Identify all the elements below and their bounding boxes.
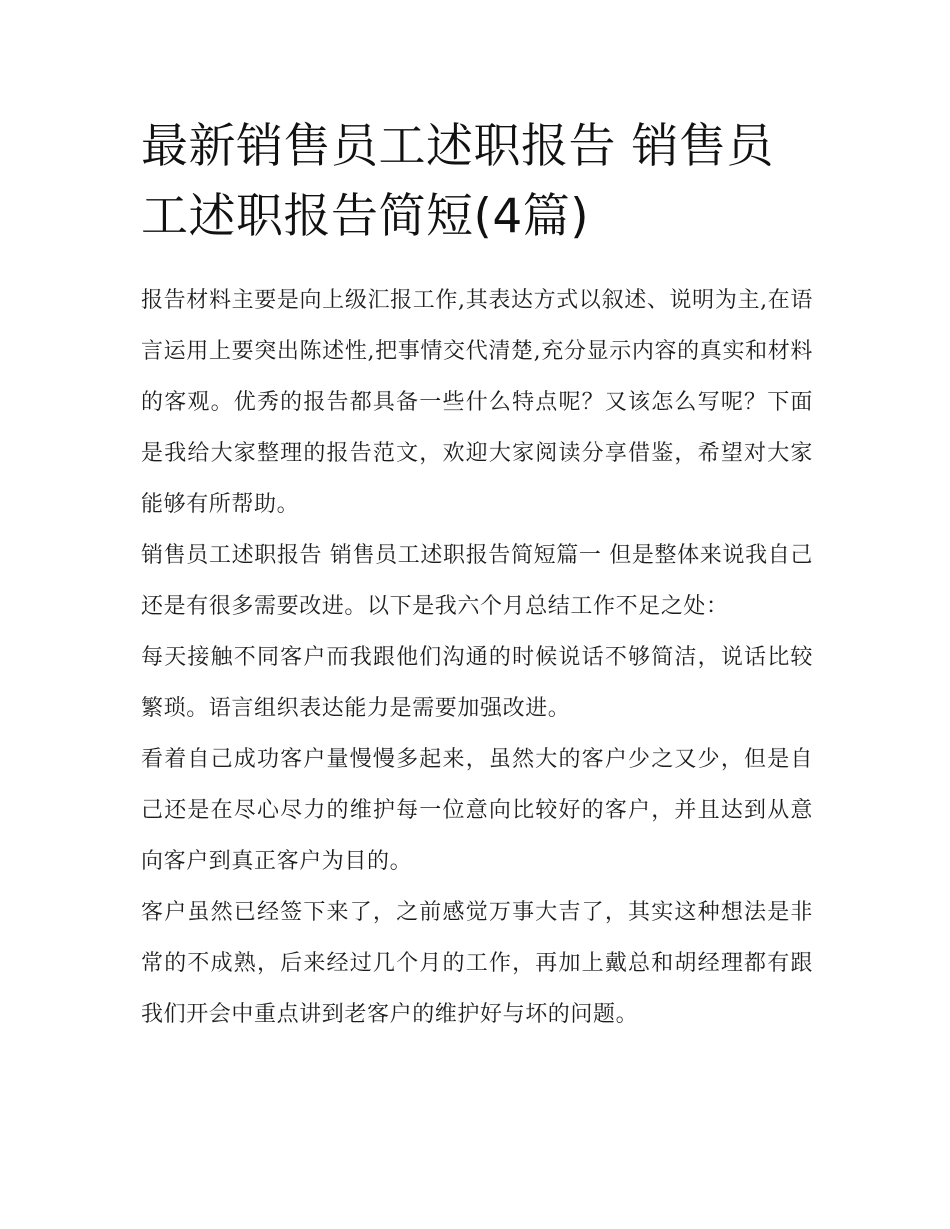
paragraph-communication: 每天接触不同客户而我跟他们沟通的时候说话不够简洁，说话比较繁琐。语言组织表达能力是需要加强改进。: [141, 645, 813, 721]
paragraph-clients: 看着自己成功客户量慢慢多起来，虽然大的客户少之又少，但是自己还是在尽心尽力的维护每一位意向比较好的客户，并且达到从意向客户到真正客户为目的。: [141, 747, 813, 874]
document-body: [141, 275, 813, 1040]
paragraph-maintenance: 客户虽然已经签下来了，之前感觉万事大吉了，其实这种想法是非常的不成熟，后来经过几个月的工作，再加上戴总和胡经理都有跟我们开会中重点讲到老客户的维护好与坏的问题。: [141, 900, 813, 1027]
paragraph-intro: 报告材料主要是向上级汇报工作,其表达方式以叙述、说明为主,在语言运用上要突出陈述性,把事情交代清楚,充分显示内容的真实和材料的客观。优秀的报告都具备一些什么特点呢？又该怎么写呢？下面是我给大家整理的报告范文，欢迎大家阅读分享借鉴，希望对大家能够有所帮助。: [141, 288, 813, 517]
paragraph-section-one: 销售员工述职报告 销售员工述职报告简短篇一 但是整体来说我自己还是有很多需要改进。以下是我六个月总结工作不足之处：: [141, 543, 813, 619]
document-title: 最新销售员工述职报告 销售员工述职报告简短(4篇): [141, 119, 774, 244]
